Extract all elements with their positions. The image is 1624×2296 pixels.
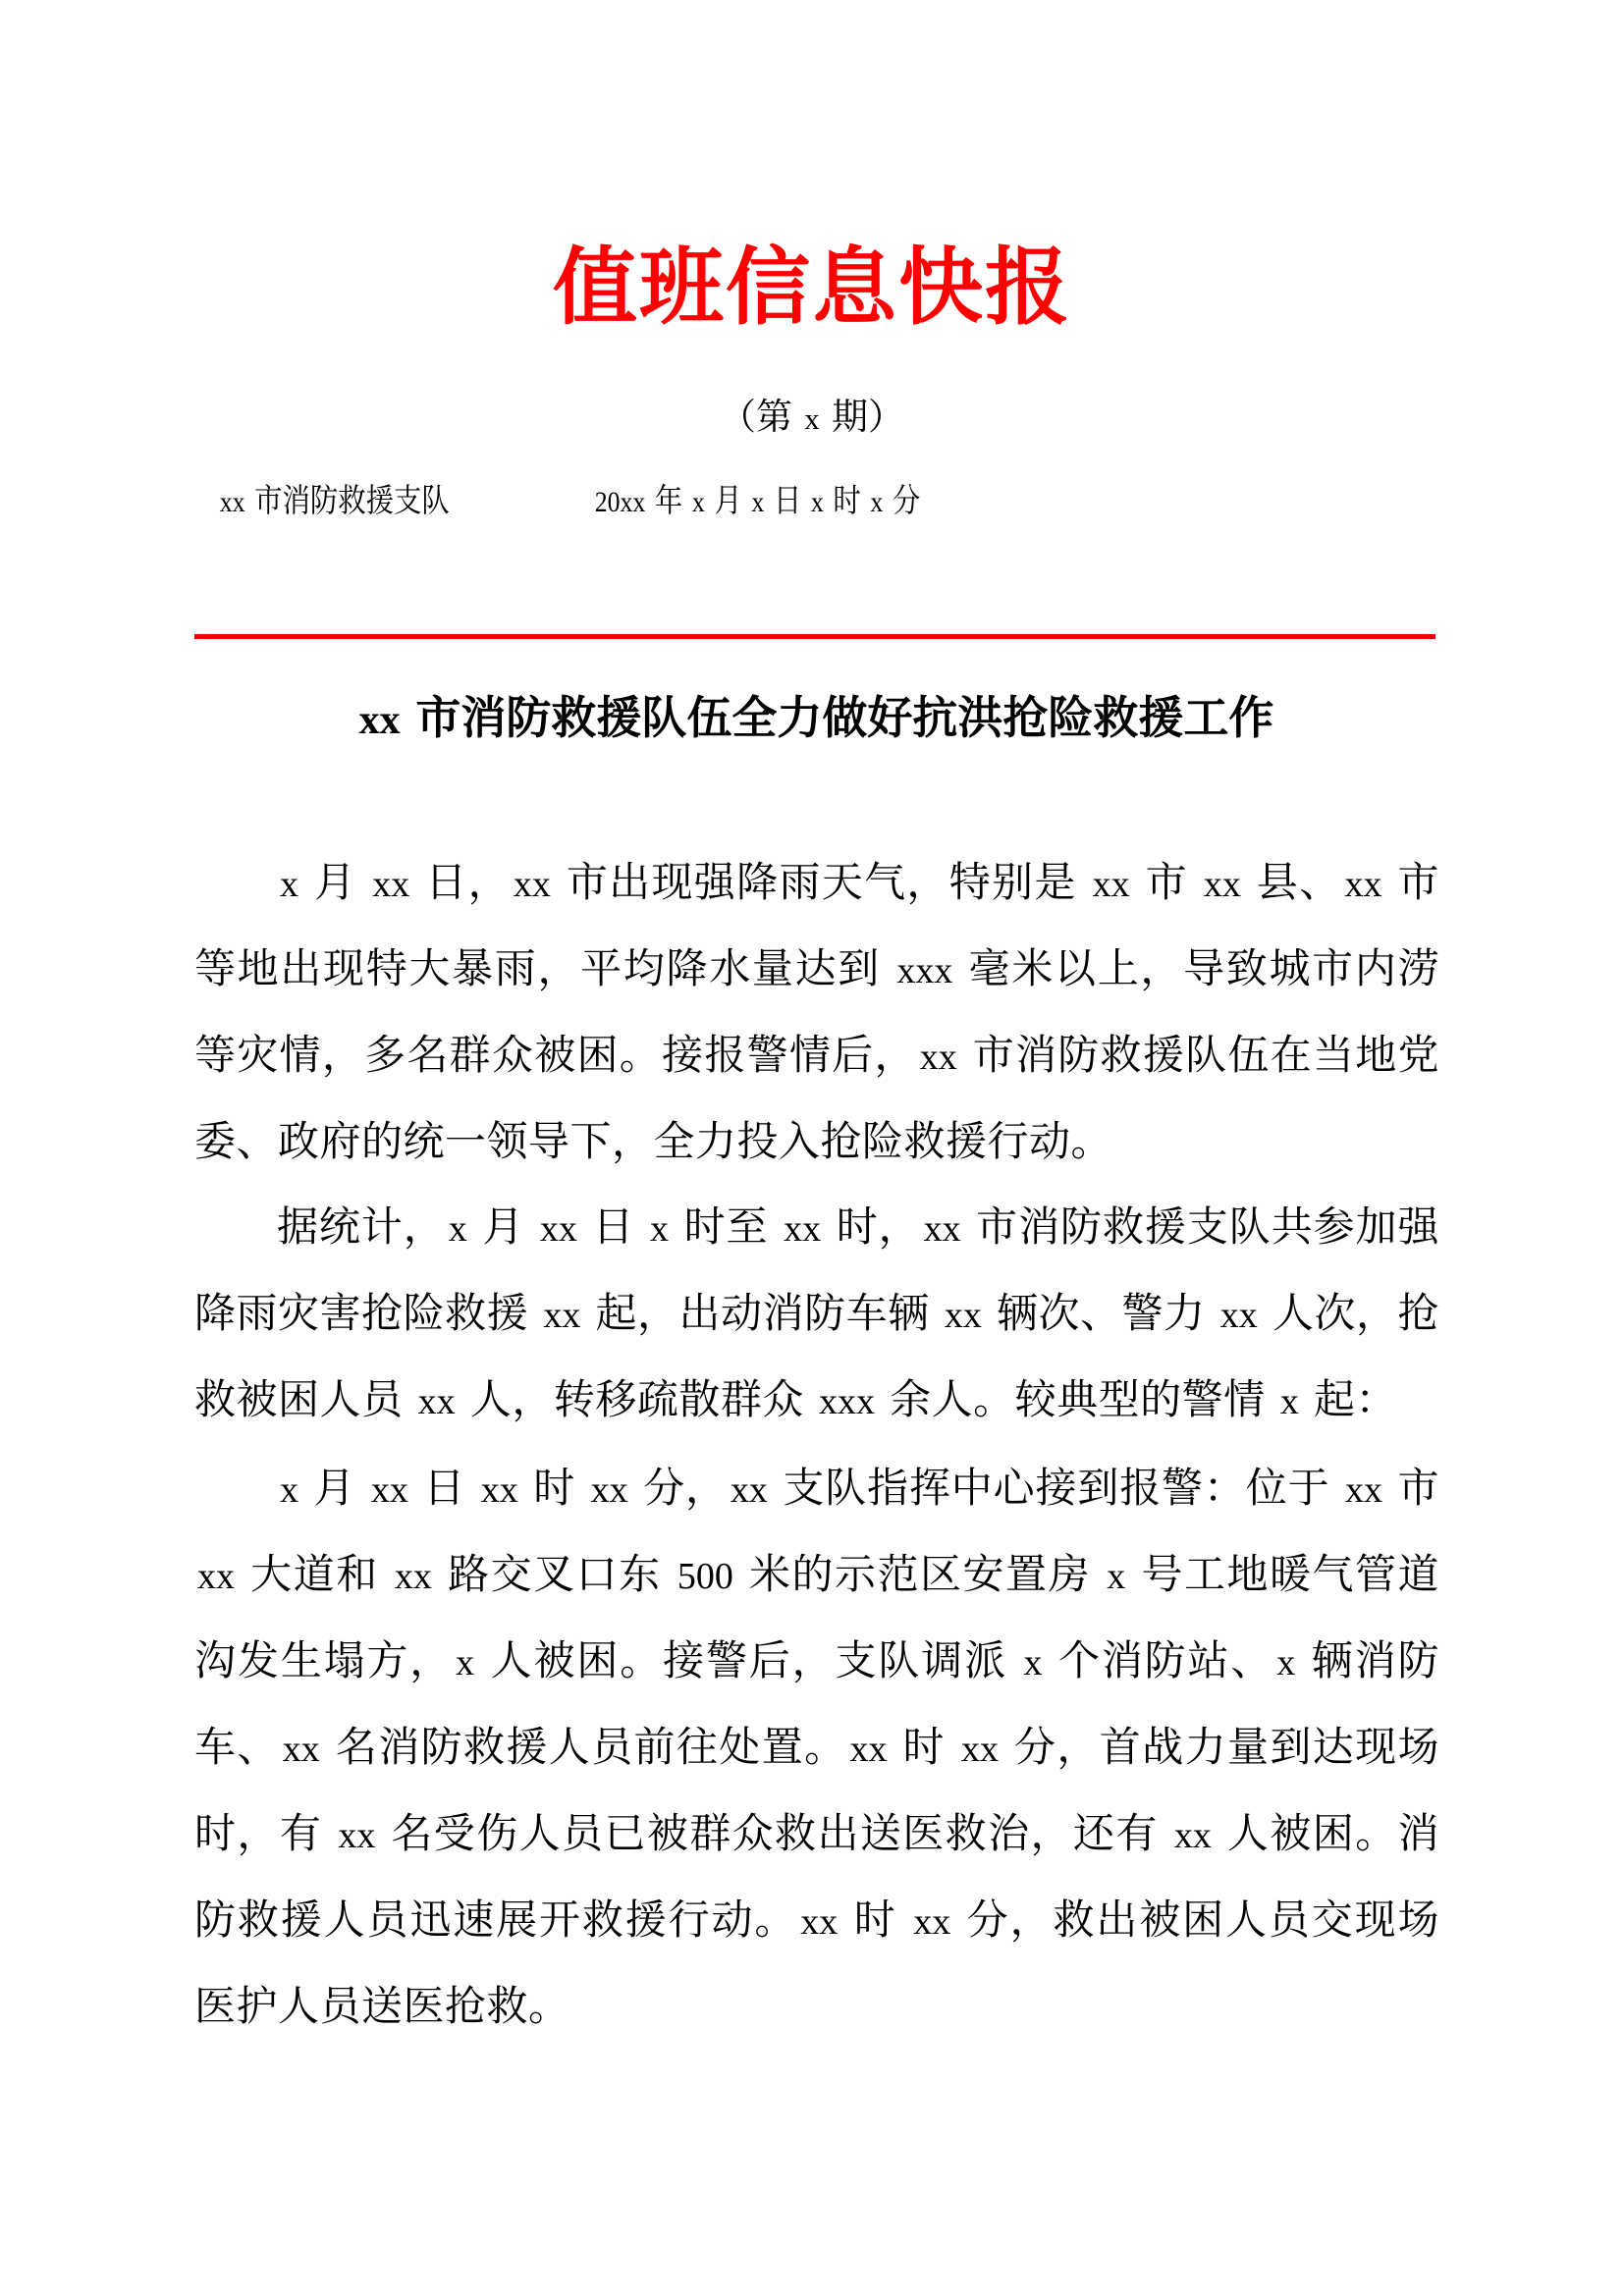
placeholder-token: xx [197, 1556, 235, 1597]
placeholder-token: 500 [677, 1556, 733, 1597]
placeholder-token: x [810, 485, 824, 518]
masthead-meta-row [0, 441, 1624, 531]
body-paragraph: x 月 xx 日，xx 市出现强降雨天气，特别是 xx 市 xx 县、xx 市等地出现特大暴雨，平均降水量达到 xxx 毫米以上，导致城市内涝等灾情，多名群众被困。接报警情后，xx 市消防救援队伍在当地党委、政府的统一领导下，全力投入抢险救援行动。 [194, 859, 1440, 1164]
placeholder-token: xx [960, 1729, 999, 1770]
placeholder-token: x [1279, 1381, 1299, 1422]
placeholder-token: x [280, 1469, 298, 1511]
placeholder-token: xx [338, 1815, 376, 1856]
issue-datetime: 20xx 年 x 月 x 日 x 时 x 分 [594, 481, 921, 518]
placeholder-token: xx [417, 1381, 456, 1422]
placeholder-token: xx [1219, 1295, 1258, 1336]
placeholder-token: xx [919, 1037, 957, 1078]
placeholder-token: x [650, 1208, 670, 1250]
body-paragraph: x 月 xx 日 xx 时 xx 分，xx 支队指挥中心接到报警：位于 xx 市 xx 大道和 xx 路交叉口东 500 米的示范区安置房 x 号工地暖气管道沟发生塌方，x 人被困。接警后，支队调派 x 个消防站、x 辆消防车、xx 名消防救援人员前往处置。xx 时 xx 分，首战力量到达现场时，有 xx 名受伤人员已被群众救出送医救治，还有 xx 人被困。消防救援人员迅速展开救援行动。xx 时 xx 分，救出被困人员交现场医护人员送医抢救。 [194, 1465, 1440, 2029]
placeholder-token: xx [370, 1469, 408, 1511]
placeholder-token: x [456, 1642, 475, 1683]
masthead [0, 0, 1624, 531]
placeholder-token: xx [923, 1208, 961, 1250]
placeholder-token: x [1276, 1642, 1296, 1683]
placeholder-token: xx [282, 1729, 320, 1770]
placeholder-token: xx [849, 1729, 888, 1770]
placeholder-token: x [691, 485, 705, 518]
issuing-unit: xx 市消防救援支队 [219, 481, 450, 518]
placeholder-token: xx [730, 1469, 768, 1511]
placeholder-token: xx [358, 698, 401, 743]
placeholder-token: xx [513, 864, 551, 905]
document-title: 值班信息快报 [553, 239, 1071, 337]
placeholder-token: xx [1203, 864, 1241, 905]
placeholder-token: xx [784, 1208, 822, 1250]
article-headline: xx 市消防救援队伍全力做好抗洪抢险救援工作 [194, 687, 1435, 749]
placeholder-token: x [448, 1208, 467, 1250]
placeholder-token: x [870, 485, 884, 518]
placeholder-token: x [751, 485, 765, 518]
placeholder-token: xxx [819, 1381, 876, 1422]
placeholder-token: xx [1344, 1469, 1382, 1511]
placeholder-token: 20xx [594, 485, 646, 518]
issue-number: （第 x 期） [720, 398, 904, 439]
placeholder-token: xx [480, 1469, 518, 1511]
placeholder-token: xx [944, 1295, 982, 1336]
placeholder-token: xx [590, 1469, 628, 1511]
placeholder-token: xx [372, 864, 410, 905]
placeholder-token: xx [543, 1295, 581, 1336]
placeholder-token: x [1107, 1556, 1126, 1597]
placeholder-token: x [280, 864, 298, 905]
placeholder-token: xx [1173, 1815, 1212, 1856]
placeholder-token: xx [394, 1556, 432, 1597]
placeholder-token: xx [800, 1901, 839, 1943]
placeholder-token: x [1023, 1642, 1043, 1683]
article-body [194, 840, 1439, 2050]
placeholder-token: xx [913, 1901, 951, 1943]
body-paragraph: 据统计，x 月 xx 日 x 时至 xx 时，xx 市消防救援支队共参加强降雨灾害抢险救援 xx 起，出动消防车辆 xx 辆次、警力 xx 人次，抢救被困人员 xx 人，转移疏散群众 xxx 余人。较典型的警情 x 起： [194, 1203, 1439, 1422]
masthead-divider-rule [194, 634, 1435, 639]
placeholder-token: xx [1092, 864, 1130, 905]
placeholder-token: xxx [896, 950, 953, 991]
placeholder-token: xx [219, 485, 245, 518]
placeholder-token: xx [539, 1208, 577, 1250]
placeholder-token: xx [1344, 864, 1382, 905]
placeholder-token: x [804, 401, 820, 437]
